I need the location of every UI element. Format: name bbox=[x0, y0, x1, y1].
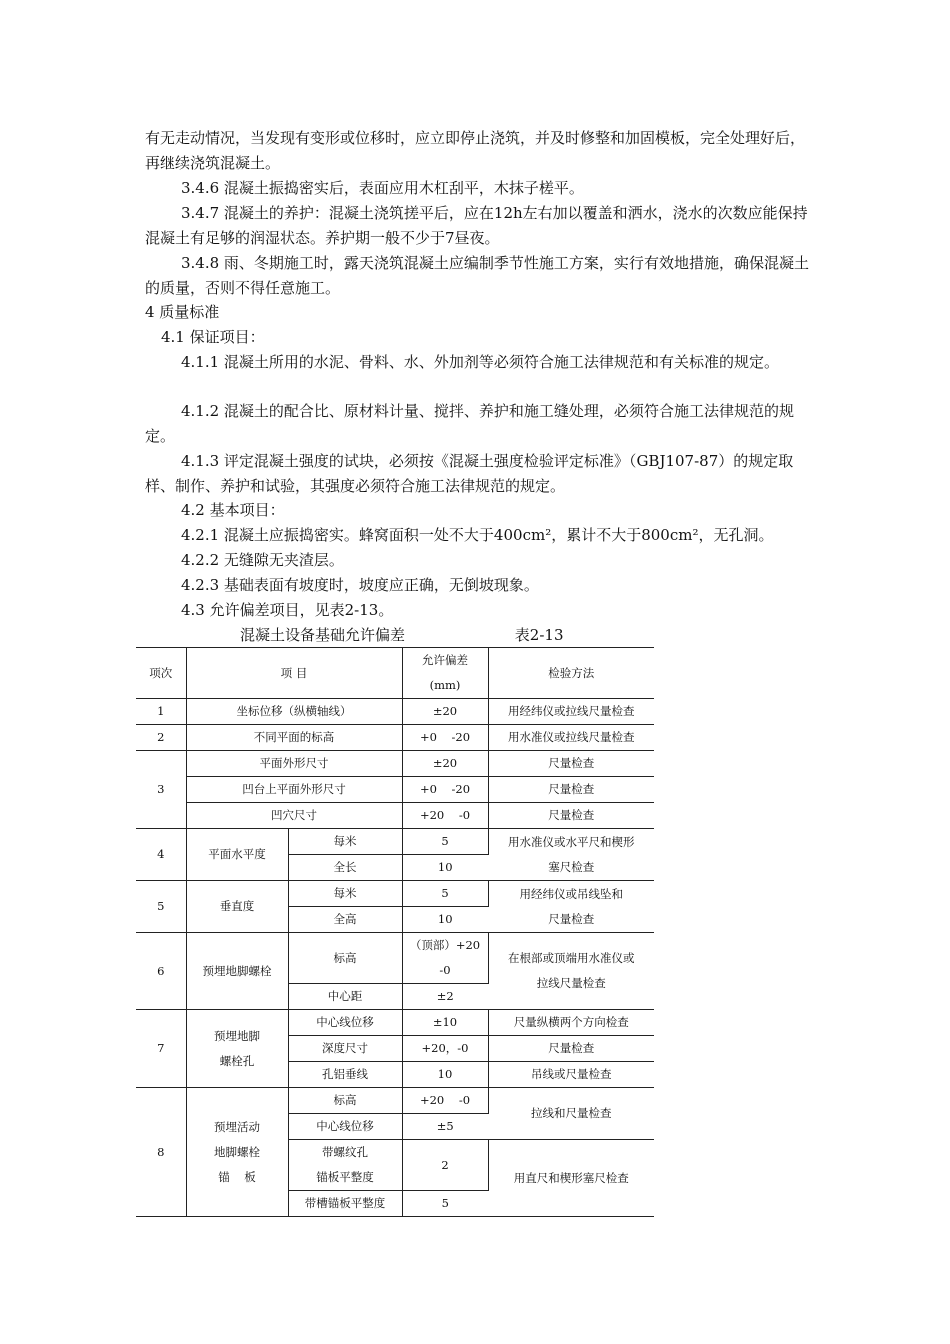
table-row: 深度尺寸 +20，-0 尺量检查 bbox=[136, 1036, 654, 1062]
table-row: 中心线位移 ±5 bbox=[136, 1114, 654, 1140]
paragraph-4-1-3: 4.1.3 评定混凝土强度的试块，必须按《混凝土强度检验评定标准》（GBJ107-87）的规定取样、制作、养护和试验，其强度必须符合施工法律规范的规定。 bbox=[145, 452, 794, 495]
header-no: 项次 bbox=[136, 648, 186, 699]
paragraph-4-1-1: 4.1.1 混凝土所用的水泥、骨料、水、外加剂等必须符合施工法律规范和有关标准的规定。 bbox=[181, 353, 779, 371]
table-row: 6 预埋地脚螺栓 标高 （顶部）+20 -0 在根部或顶端用水准仪或 拉线尺量检查 bbox=[136, 933, 654, 984]
paragraph-continuation: 有无走动情况，当发现有变形或位移时，应立即停止浇筑，并及时修整和加固模板，完全处理好后，再继续浇筑混凝土。 bbox=[145, 129, 806, 172]
paragraph-3-4-6: 3.4.6 混凝土振捣密实后，表面应用木杠刮平，木抹子槎平。 bbox=[181, 179, 584, 197]
table-row: 3 平面外形尺寸 ±20 尺量检查 bbox=[136, 751, 654, 777]
table-row: 4 平面水平度 每米 5 用水准仪或水平尺和楔形 塞尺检查 bbox=[136, 829, 654, 855]
paragraph-3-4-7: 3.4.7 混凝土的养护：混凝土浇筑搓平后，应在12h左右加以覆盖和洒水，浇水的次数应能保持混凝土有足够的润湿状态。养护期一般不少于7昼夜。 bbox=[145, 204, 808, 247]
table-row: 凹穴尺寸 +20 -0 尺量检查 bbox=[136, 803, 654, 829]
table-row: 2 不同平面的标高 +0 -20 用水准仪或拉线尺量检查 bbox=[136, 725, 654, 751]
table-row: 5 垂直度 每米 5 用经纬仪或吊线坠和 尺量检查 bbox=[136, 881, 654, 907]
table-row: 带槽锚板平整度 5 bbox=[136, 1191, 654, 1217]
table-caption bbox=[240, 624, 564, 645]
table-row: 凹台上平面外形尺寸 +0 -20 尺量检查 bbox=[136, 777, 654, 803]
paragraph-4-2-3: 4.2.3 基础表面有坡度时，坡度应正确，无倒坡现象。 bbox=[181, 576, 539, 594]
header-tolerance: 允许偏差 (mm) bbox=[402, 648, 488, 699]
header-item: 项 目 bbox=[186, 648, 402, 699]
table-row: 全长 10 bbox=[136, 855, 654, 881]
table-title: 混凝土设备基础允许偏差 bbox=[240, 626, 406, 644]
paragraph-4-2-2: 4.2.2 无缝隙无夹渣层。 bbox=[181, 551, 344, 569]
table-header-row bbox=[136, 648, 654, 699]
subsection-heading-4-1: 4.1 保证项目： bbox=[161, 328, 265, 346]
section-heading-4: 4 质量标准 bbox=[145, 303, 220, 321]
table-row: 1 坐标位移（纵横轴线） ±20 用经纬仪或拉线尺量检查 bbox=[136, 699, 654, 725]
table-row: 7 预埋地脚 螺栓孔 中心线位移 ±10 尺量纵横两个方向检查 bbox=[136, 1010, 654, 1036]
table-row: 中心距 ±2 bbox=[136, 984, 654, 1010]
paragraph-4-2-1: 4.2.1 混凝土应振捣密实。蜂窝面积一处不大于400cm²，累计不大于800cm²，无孔洞。 bbox=[181, 526, 774, 544]
tolerance-table: 项次 项 目 允许偏差 (mm) 检验方法 1 坐标位移（纵横轴线） ±20 用经纬仪或拉线尺量检查 2 不同平面的标高 +0 -20 用水准仪或拉线尺量检查 3 平面外形尺寸 ±20 尺量检查 凹台上平面外形尺寸 +0 -20 尺量检查 凹穴尺寸 +20 -0 尺量检查 4 平面水平度 每米 5 用水准仪或水平尺和楔形 塞尺检查 全长 10 5 垂直度 每米 5 用经纬仪或吊线坠和 尺量检查 全高 10 6 预埋地脚螺栓 标高 （顶部）+20 -0 在根部或顶端用水准仪或 拉线尺量检查 中心距 ±2 7 预埋地脚 螺栓孔 中心线位移 ±10 尺量纵横两个方向检查 深度尺寸 +20，-0 尺量检查 孔铝垂线 10 吊线或尺量检查 8 预埋活动 地脚螺栓 锚 板 标高 +20 -0 拉线和尺量检查 中心线位移 ±5 带螺纹孔 锚板平整度 2 用直尺和楔形塞尺检查 带槽锚板平整度 5 bbox=[136, 647, 654, 1217]
paragraph-3-4-8: 3.4.8 雨、冬期施工时，露天浇筑混凝土应编制季节性施工方案，实行有效地措施，确保混凝土的质量，否则不得任意施工。 bbox=[145, 254, 809, 297]
paragraph-4-1-2: 4.1.2 混凝土的配合比、原材料计量、搅拌、养护和施工缝处理，必须符合施工法律规范的规定。 bbox=[145, 402, 794, 445]
table-row: 8 预埋活动 地脚螺栓 锚 板 标高 +20 -0 拉线和尺量检查 bbox=[136, 1088, 654, 1114]
subsection-heading-4-2: 4.2 基本项目： bbox=[181, 501, 285, 519]
paragraph-4-3: 4.3 允许偏差项目，见表2-13。 bbox=[181, 601, 394, 619]
header-method: 检验方法 bbox=[488, 648, 654, 699]
table-row: 全高 10 bbox=[136, 907, 654, 933]
table-number: 表2-13 bbox=[514, 626, 564, 644]
table-row: 孔铝垂线 10 吊线或尺量检查 bbox=[136, 1062, 654, 1088]
